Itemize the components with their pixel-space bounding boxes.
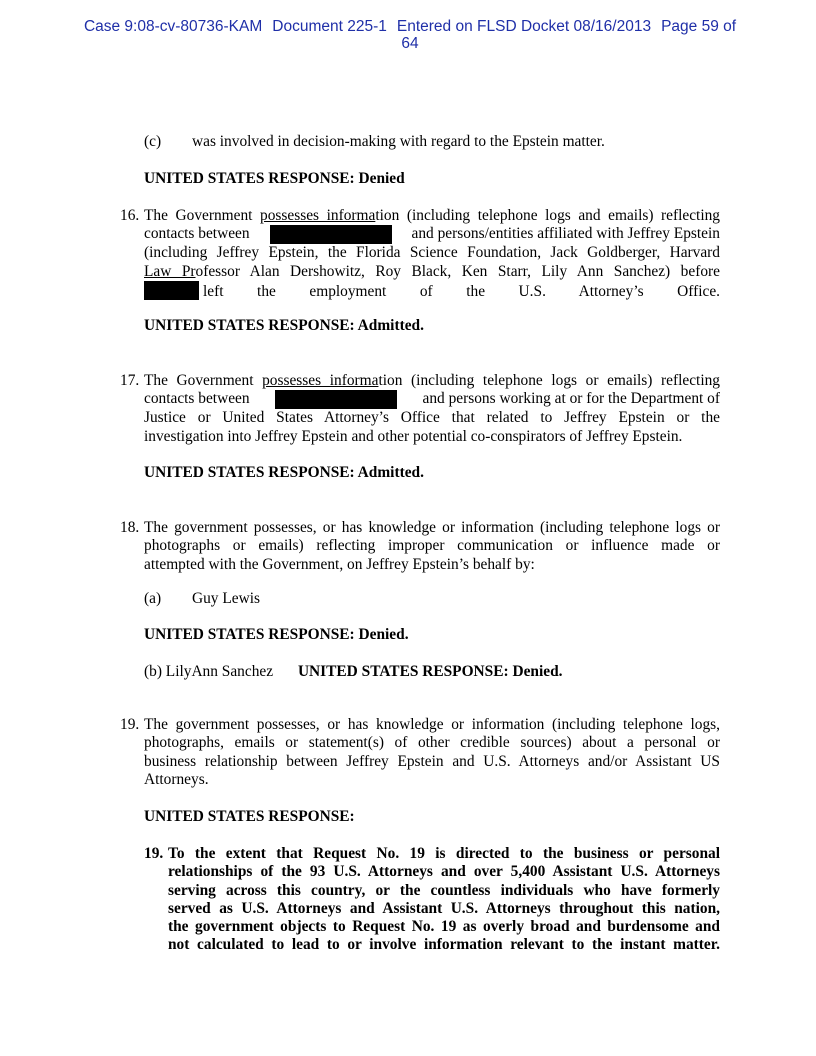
text-line: the government objects to Request No. 19 as overly broad and burdensome and [168, 918, 720, 936]
text-line: served as U.S. Attorneys and Assistant U.S. Attorneys throughout this nation, [168, 899, 720, 917]
text-line: Law Professor Alan Dershowitz, Roy Black, Ken Starr, Lily Ann Sanchez) before [144, 262, 720, 280]
case-number: Case 9:08-cv-80736-KAM [83, 18, 263, 35]
item-text: (b) LilyAnn Sanchez [144, 663, 274, 680]
text-line: investigation into Jeffrey Epstein and other potential co-conspirators of Jeffrey Epstein. [144, 427, 683, 445]
response-heading: UNITED STATES RESPONSE: Denied. [144, 626, 409, 643]
text-line: business relationship between Jeffrey Epstein and U.S. Attorneys and/or Assistant US [144, 752, 720, 770]
entered-date: Entered on FLSD Docket 08/16/2013 [396, 18, 652, 35]
text-line: The Government possesses information (including telephone logs and emails) reflecting [144, 207, 720, 224]
text-line: contacts between and persons/entities affiliated with Jeffrey Epstein [144, 225, 720, 243]
text-line: relationships of the 93 U.S. Attorneys and over 5,400 Assistant U.S. Attorneys [168, 863, 720, 881]
text-line: To the extent that Request No. 19 is directed to the business or personal [168, 845, 720, 862]
document-number: Document 225-1 [272, 18, 387, 35]
text-line: photographs or emails) reflecting improper communication or influence made or [144, 537, 720, 555]
text-line: left the employment of the U.S. Attorney’s Office. [144, 281, 720, 301]
text-line: Justice or United States Attorney’s Office that related to Jeffrey Epstein or the [144, 409, 720, 427]
item-text: was involved in decision-making with regard to the Epstein matter. [192, 133, 605, 150]
paragraph-17 [120, 372, 720, 446]
list-item-c [144, 133, 605, 151]
item-text: Guy Lewis [192, 590, 260, 607]
response-heading: UNITED STATES RESPONSE: Admitted. [144, 464, 424, 481]
text-line: Attorneys. [144, 770, 209, 788]
response-heading: UNITED STATES RESPONSE: Admitted. [144, 317, 424, 334]
paragraph-number: 19. [144, 845, 164, 862]
list-item-a [144, 590, 260, 608]
paragraph-number: 18. [120, 519, 140, 536]
list-item-b [144, 663, 563, 681]
response-paragraph-19 [144, 845, 720, 955]
paragraph-number: 17. [120, 372, 140, 389]
item-label: (a) [144, 590, 162, 607]
redaction-block [270, 225, 392, 244]
item-label: (c) [144, 133, 162, 150]
response-heading: UNITED STATES RESPONSE: Denied. [297, 663, 563, 680]
paragraph-18 [120, 519, 720, 574]
text-line: not calculated to lead to or involve information relevant to the instant matter. [168, 936, 720, 954]
response-heading: UNITED STATES RESPONSE: Denied [144, 170, 405, 187]
paragraph-number: 16. [120, 207, 140, 224]
text-line: photographs, emails or statement(s) of other credible sources) about a personal or [144, 734, 720, 752]
text-line: serving across this country, or the countless individuals who have formerly [168, 881, 720, 899]
court-docket-header [40, 18, 780, 52]
text-line: (including Jeffrey Epstein, the Florida Science Foundation, Jack Goldberger, Harvard [144, 244, 720, 262]
text-line: The government possesses, or has knowledge or information (including telephone logs, [144, 716, 720, 733]
text-line: attempted with the Government, on Jeffrey Epstein’s behalf by: [144, 555, 535, 573]
paragraph-number: 19. [120, 716, 140, 733]
page-total: 64 [401, 35, 419, 52]
paragraph-19 [120, 716, 720, 789]
redaction-block [275, 390, 397, 409]
page-number: Page 59 of [661, 18, 737, 35]
text-line: The Government possesses information (including telephone logs or emails) reflecting [144, 372, 720, 389]
text-line: The government possesses, or has knowledge or information (including telephone logs or [144, 519, 720, 536]
paragraph-16 [120, 207, 720, 301]
response-heading: UNITED STATES RESPONSE: [144, 808, 355, 825]
redaction-block [144, 281, 199, 300]
text-line: contacts between and persons working at or for the Department of [144, 390, 720, 408]
